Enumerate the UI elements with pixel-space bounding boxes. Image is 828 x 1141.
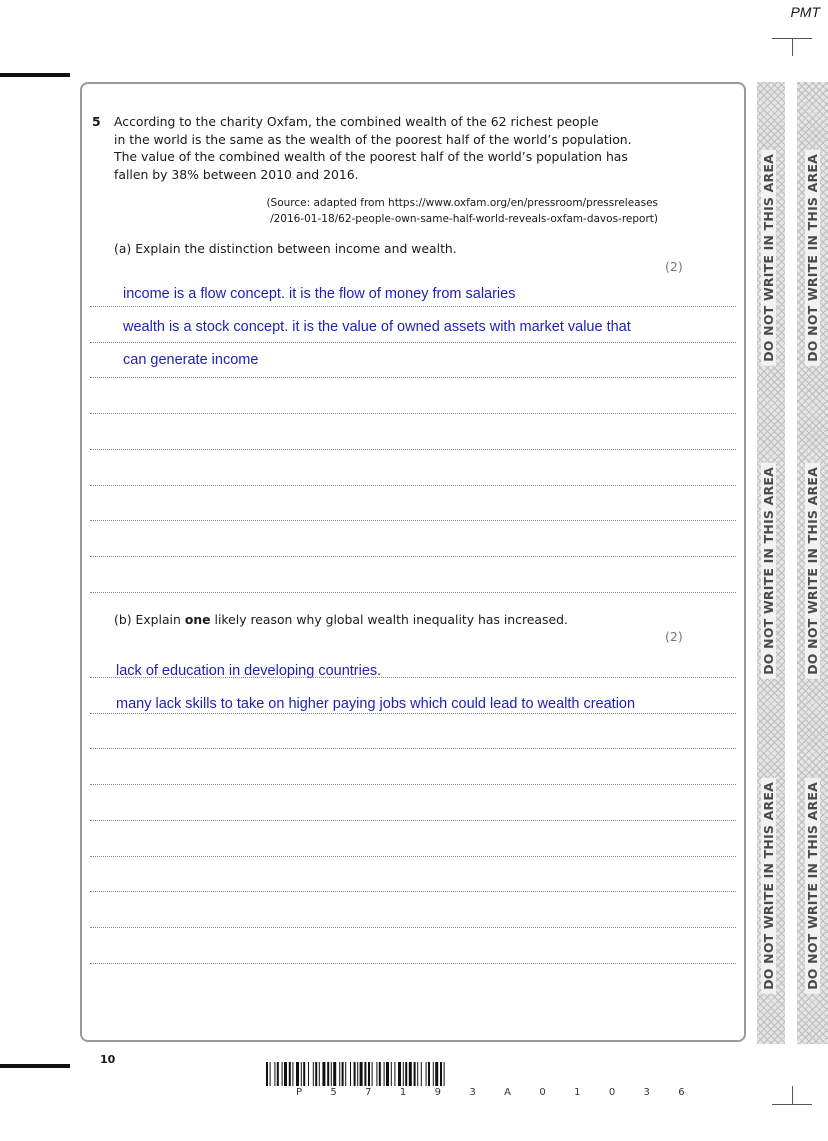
source-line: /2016-01-18/62-people-own-same-half-world-reveals-oxfam-davos-report) bbox=[270, 212, 658, 225]
part-b-answer-line: many lack skills to take on higher paying jobs which could lead to wealth creation bbox=[116, 696, 636, 712]
answer-line bbox=[90, 677, 736, 678]
margin-bar-top bbox=[0, 73, 70, 77]
barcode-digits: P 5 7 1 9 3 A 0 1 0 3 6 bbox=[296, 1087, 698, 1098]
answer-line bbox=[90, 377, 736, 378]
answer-line bbox=[90, 413, 736, 414]
part-a-marks: (2) bbox=[665, 259, 683, 274]
answer-line bbox=[90, 856, 736, 857]
margin-warning-outer-3: DO NOT WRITE IN THIS AREA bbox=[805, 778, 820, 994]
page-number: 10 bbox=[100, 1053, 116, 1066]
answer-line bbox=[90, 963, 736, 964]
answer-line bbox=[90, 556, 736, 557]
part-b-text-after: likely reason why global wealth inequality has increased. bbox=[214, 612, 568, 627]
source-citation bbox=[266, 196, 658, 227]
answer-line bbox=[90, 784, 736, 785]
part-b-prompt bbox=[114, 611, 568, 629]
margin-warning-outer-1: DO NOT WRITE IN THIS AREA bbox=[805, 150, 820, 366]
crop-mark-bottom bbox=[772, 1104, 812, 1105]
stem-line: The value of the combined wealth of the poorest half of the world’s population has bbox=[114, 149, 628, 164]
part-b-text-before: Explain bbox=[135, 612, 181, 627]
answer-line bbox=[90, 713, 736, 714]
answer-line bbox=[90, 520, 736, 521]
barcode-icon bbox=[266, 1062, 562, 1086]
part-a-answer-line: can generate income bbox=[123, 352, 259, 368]
margin-warning-outer-2: DO NOT WRITE IN THIS AREA bbox=[805, 463, 820, 679]
part-a-answer-line: income is a flow concept. it is the flow of money from salaries bbox=[123, 286, 516, 302]
part-b-answer-line: lack of education in developing countries. bbox=[116, 663, 382, 679]
answer-line bbox=[90, 820, 736, 821]
margin-warning-inner-3: DO NOT WRITE IN THIS AREA bbox=[761, 778, 776, 994]
margin-warning-inner-2: DO NOT WRITE IN THIS AREA bbox=[761, 463, 776, 679]
stem-line: in the world is the same as the wealth of the poorest half of the world’s population. bbox=[114, 131, 632, 147]
question-stem bbox=[114, 113, 632, 183]
answer-line bbox=[90, 485, 736, 486]
answer-line bbox=[90, 891, 736, 892]
source-line: (Source: adapted from https://www.oxfam.org/en/pressroom/pressreleases bbox=[266, 197, 658, 209]
answer-line bbox=[90, 592, 736, 593]
margin-warning-inner-1: DO NOT WRITE IN THIS AREA bbox=[761, 150, 776, 366]
stem-line: According to the charity Oxfam, the combined wealth of the 62 richest people bbox=[114, 114, 599, 129]
stem-line: fallen by 38% between 2010 and 2016. bbox=[114, 166, 359, 182]
crop-mark-top-v bbox=[792, 38, 793, 56]
crop-mark-bottom-v bbox=[792, 1086, 793, 1104]
part-a-prompt bbox=[114, 240, 457, 258]
part-b-label: (b) bbox=[114, 612, 132, 627]
question-number: 5 bbox=[92, 114, 101, 129]
answer-line bbox=[90, 748, 736, 749]
answer-line bbox=[90, 927, 736, 928]
answer-line bbox=[90, 306, 736, 307]
part-a-answer-line: wealth is a stock concept. it is the value of owned assets with market value that bbox=[123, 319, 631, 335]
part-b-text-bold: one bbox=[184, 612, 211, 627]
pmt-label: PMT bbox=[790, 4, 820, 20]
part-a-text: Explain the distinction between income and wealth. bbox=[135, 241, 457, 256]
margin-bar-bottom bbox=[0, 1064, 70, 1068]
answer-line bbox=[90, 342, 736, 343]
part-a-label: (a) bbox=[114, 241, 132, 256]
answer-line bbox=[90, 449, 736, 450]
part-b-marks: (2) bbox=[665, 629, 683, 644]
